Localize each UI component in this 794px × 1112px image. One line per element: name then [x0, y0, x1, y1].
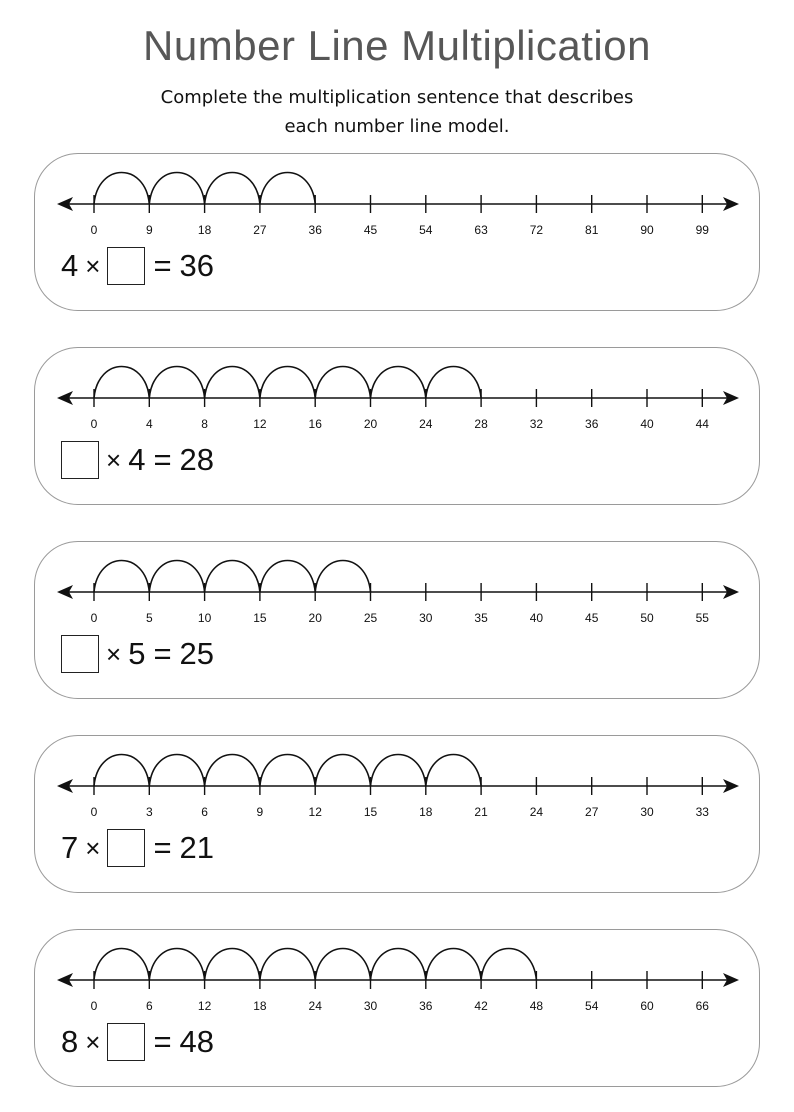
jump-arc — [371, 949, 426, 981]
tick-label: 10 — [197, 611, 212, 625]
tick-label: 30 — [419, 611, 433, 625]
tick-label: 63 — [474, 223, 488, 237]
times-sign: × — [85, 250, 101, 281]
tick-label: 28 — [474, 417, 488, 431]
tick-label: 30 — [363, 999, 378, 1013]
tick-label: 0 — [90, 223, 98, 237]
jump-arc — [315, 561, 370, 593]
jump-arc — [205, 755, 260, 787]
number-line — [35, 154, 761, 312]
tick-label: 5 — [145, 611, 153, 625]
problem-panel-1 — [34, 153, 760, 311]
equation-factor-left: 4 — [61, 248, 79, 283]
tick-label: 18 — [419, 805, 433, 819]
tick-label: 40 — [640, 417, 654, 431]
page-title: Number Line Multiplication — [143, 22, 651, 69]
equation-product: 21 — [179, 830, 215, 865]
problem-panel-4 — [34, 735, 760, 893]
equation-factor-left: 7 — [61, 830, 79, 865]
tick-label: 44 — [695, 417, 709, 431]
equals-sign: = — [153, 442, 172, 477]
times-sign: × — [106, 444, 122, 475]
tick-label: 24 — [419, 417, 433, 431]
times-sign: × — [85, 1026, 101, 1057]
tick-label: 16 — [308, 417, 322, 431]
tick-label: 72 — [529, 223, 544, 237]
equation-product: 28 — [179, 442, 215, 477]
jump-arc — [149, 173, 204, 205]
times-sign: × — [106, 638, 122, 669]
tick-label: 66 — [695, 999, 709, 1013]
tick-label: 42 — [474, 999, 488, 1013]
tick-label: 32 — [529, 417, 544, 431]
times-sign: × — [85, 832, 101, 863]
jump-arc — [205, 367, 260, 399]
tick-label: 25 — [363, 611, 378, 625]
jump-arc — [94, 173, 149, 205]
tick-label: 9 — [256, 805, 264, 819]
tick-label: 54 — [419, 223, 433, 237]
tick-label: 21 — [474, 805, 488, 819]
tick-label: 35 — [474, 611, 488, 625]
answer-box[interactable] — [107, 247, 145, 285]
tick-label: 36 — [419, 999, 433, 1013]
jump-arc — [481, 949, 536, 981]
instructions-line-1: Complete the multiplication sentence that describes — [160, 87, 634, 108]
problem-panel-3 — [34, 541, 760, 699]
tick-label: 9 — [145, 223, 153, 237]
jump-arc — [260, 561, 315, 593]
jump-arc — [205, 949, 260, 981]
jump-arc — [371, 367, 426, 399]
tick-label: 12 — [253, 417, 267, 431]
tick-label: 81 — [585, 223, 599, 237]
tick-label: 24 — [529, 805, 544, 819]
answer-box[interactable] — [61, 635, 99, 673]
tick-label: 45 — [585, 611, 599, 625]
tick-label: 55 — [695, 611, 709, 625]
tick-label: 99 — [695, 223, 709, 237]
tick-label: 20 — [308, 611, 322, 625]
answer-box[interactable] — [61, 441, 99, 479]
tick-label: 0 — [90, 611, 98, 625]
tick-label: 6 — [145, 999, 153, 1013]
jump-arc — [94, 755, 149, 787]
number-line — [35, 736, 761, 894]
instructions-line-2: each number line model. — [284, 116, 510, 137]
jump-arc — [94, 949, 149, 981]
problem-panel-2 — [34, 347, 760, 505]
equals-sign: = — [153, 248, 172, 283]
number-line — [35, 542, 761, 700]
tick-label: 12 — [197, 999, 212, 1013]
jump-arc — [94, 367, 149, 399]
equation — [61, 438, 214, 482]
jump-arc — [260, 173, 315, 205]
tick-label: 3 — [145, 805, 153, 819]
jump-arc — [426, 949, 481, 981]
equals-sign: = — [153, 1024, 172, 1059]
number-line — [35, 930, 761, 1088]
equation-factor-left: 8 — [61, 1024, 79, 1059]
jump-arc — [315, 755, 370, 787]
tick-label: 0 — [90, 805, 98, 819]
equals-sign: = — [153, 636, 172, 671]
jump-arc — [149, 949, 204, 981]
tick-label: 30 — [640, 805, 654, 819]
tick-label: 27 — [253, 223, 267, 237]
jump-arc — [260, 755, 315, 787]
tick-label: 54 — [585, 999, 599, 1013]
number-line — [35, 348, 761, 506]
equation — [61, 1020, 214, 1064]
jump-arc — [315, 949, 370, 981]
tick-label: 40 — [529, 611, 544, 625]
equation — [61, 826, 214, 870]
equation-product: 48 — [179, 1024, 215, 1059]
answer-box[interactable] — [107, 1023, 145, 1061]
jump-arc — [149, 561, 204, 593]
jump-arc — [426, 367, 481, 399]
equation-product: 25 — [179, 636, 215, 671]
tick-label: 48 — [529, 999, 544, 1013]
tick-label: 0 — [90, 999, 98, 1013]
tick-label: 8 — [201, 417, 208, 431]
jump-arc — [260, 949, 315, 981]
tick-label: 36 — [585, 417, 599, 431]
tick-label: 15 — [363, 805, 378, 819]
tick-label: 4 — [145, 417, 153, 431]
tick-label: 60 — [640, 999, 654, 1013]
jump-arc — [149, 367, 204, 399]
tick-label: 33 — [695, 805, 709, 819]
tick-label: 12 — [308, 805, 322, 819]
tick-label: 15 — [253, 611, 267, 625]
tick-label: 18 — [253, 999, 267, 1013]
tick-label: 27 — [585, 805, 599, 819]
answer-box[interactable] — [107, 829, 145, 867]
jump-arc — [260, 367, 315, 399]
equation-factor-right: 4 — [128, 442, 146, 477]
tick-label: 0 — [90, 417, 98, 431]
equation-product: 36 — [179, 248, 215, 283]
tick-label: 24 — [308, 999, 322, 1013]
jump-arc — [205, 173, 260, 205]
tick-label: 50 — [640, 611, 654, 625]
equals-sign: = — [153, 830, 172, 865]
tick-label: 6 — [201, 805, 208, 819]
jump-arc — [94, 561, 149, 593]
tick-label: 36 — [308, 223, 322, 237]
jump-arc — [149, 755, 204, 787]
jump-arc — [426, 755, 481, 787]
equation-factor-right: 5 — [128, 636, 146, 671]
tick-label: 45 — [363, 223, 378, 237]
tick-label: 20 — [363, 417, 378, 431]
jump-arc — [205, 561, 260, 593]
equation — [61, 244, 214, 288]
tick-label: 90 — [640, 223, 654, 237]
equation — [61, 632, 214, 676]
jump-arc — [371, 755, 426, 787]
tick-label: 18 — [197, 223, 212, 237]
problem-panel-5 — [34, 929, 760, 1087]
jump-arc — [315, 367, 370, 399]
